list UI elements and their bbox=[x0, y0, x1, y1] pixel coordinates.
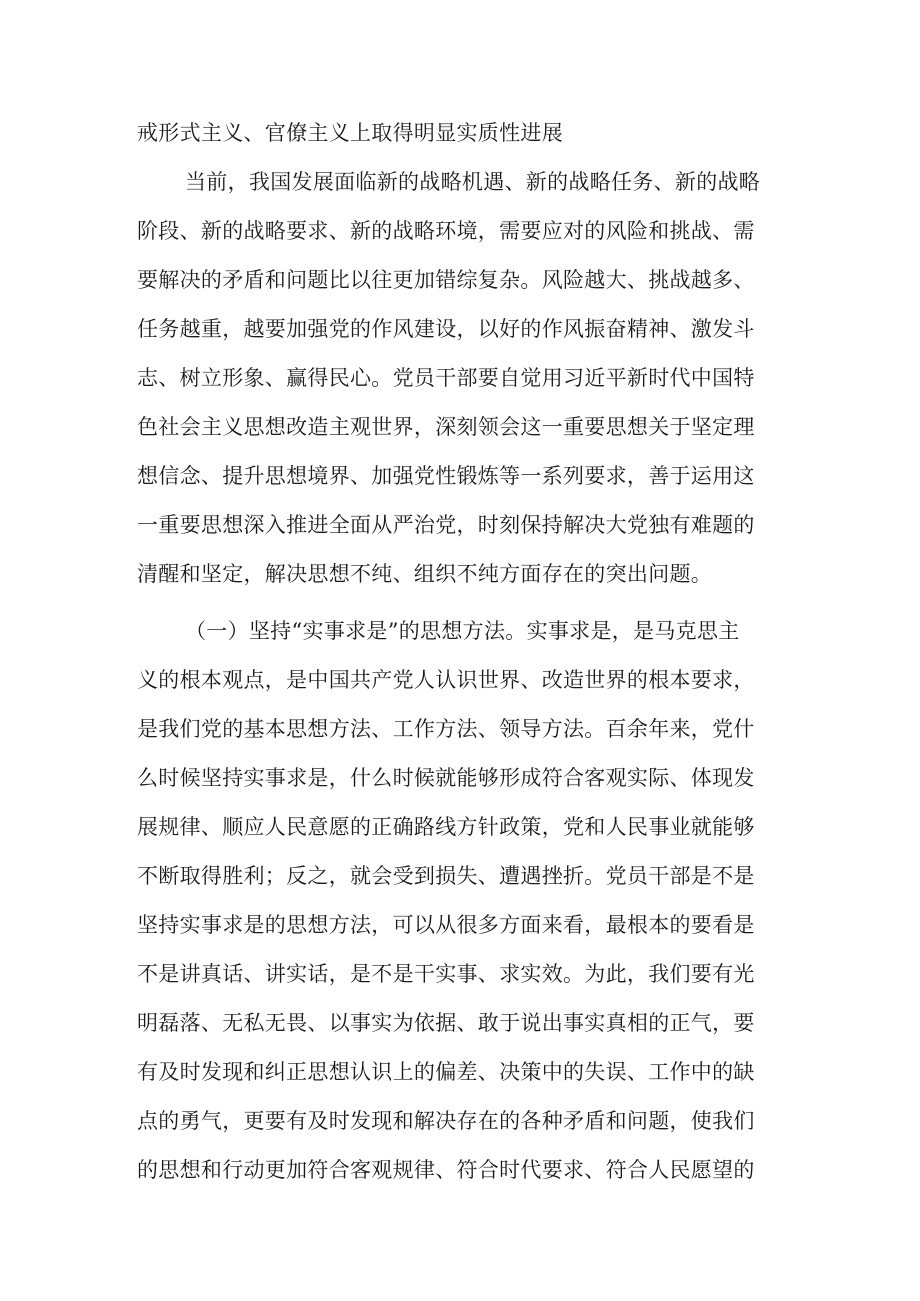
paragraph-line: 有及时发现和纠正思想认识上的偏差、决策中的失误、工作中的缺 bbox=[137, 1060, 755, 1084]
paragraph-line: 不断取得胜利；反之，就会受到损失、遭遇挫折。党员干部是不是 bbox=[137, 864, 755, 888]
paragraph-line: 的思想和行动更加符合客观规律、符合时代要求、符合人民愿望的 bbox=[137, 1158, 755, 1182]
paragraph-line: 坚持实事求是的思想方法，可以从很多方面来看，最根本的要看是 bbox=[137, 913, 755, 937]
paragraph-line: 想信念、提升思想境界、加强党性锻炼等一系列要求，善于运用这 bbox=[137, 464, 755, 488]
paragraph-line: 任务越重，越要加强党的作风建设，以好的作风振奋精神、激发斗 bbox=[137, 317, 755, 341]
paragraph-line: 阶段、新的战略要求、新的战略环境，需要应对的风险和挑战、需 bbox=[137, 219, 755, 243]
paragraph-line: 明磊落、无私无畏、以事实为依据、敢于说出事实真相的正气，要 bbox=[137, 1011, 755, 1035]
paragraph-line: 志、树立形象、赢得民心。党员干部要自觉用习近平新时代中国特 bbox=[137, 366, 755, 390]
paragraph-line: 义的根本观点，是中国共产党人认识世界、改造世界的根本要求， bbox=[137, 668, 755, 692]
paragraph-line: 色社会主义思想改造主观世界，深刻领会这一重要思想关于坚定理 bbox=[137, 415, 755, 439]
paragraph-line: 展规律、顺应人民意愿的正确路线方针政策，党和人民事业就能够 bbox=[137, 815, 755, 839]
paragraph-line: 不是讲真话、讲实话，是不是干实事、求实效。为此，我们要有光 bbox=[137, 962, 755, 986]
paragraph-line: 是我们党的基本思想方法、工作方法、领导方法。百余年来，党什 bbox=[137, 717, 755, 741]
paragraph-line: 么时候坚持实事求是，什么时候就能够形成符合客观实际、体现发 bbox=[137, 766, 755, 790]
paragraph-line: 当前，我国发展面临新的战略机遇、新的战略任务、新的战略 bbox=[185, 170, 761, 194]
paragraph-line: 点的勇气，更要有及时发现和解决存在的各种矛盾和问题，使我们 bbox=[137, 1109, 755, 1133]
continuation-line: 戒形式主义、官僚主义上取得明显实质性进展 bbox=[137, 121, 563, 145]
paragraph-line: 要解决的矛盾和问题比以往更加错综复杂。风险越大、挑战越多、 bbox=[137, 268, 755, 292]
paragraph-line: （一）坚持“实事求是”的思想方法。实事求是，是马克思主 bbox=[185, 619, 740, 643]
paragraph-line: 清醒和坚定，解决思想不纯、组织不纯方面存在的突出问题。 bbox=[137, 562, 713, 586]
paragraph-line: 一重要思想深入推进全面从严治党，时刻保持解决大党独有难题的 bbox=[137, 513, 755, 537]
